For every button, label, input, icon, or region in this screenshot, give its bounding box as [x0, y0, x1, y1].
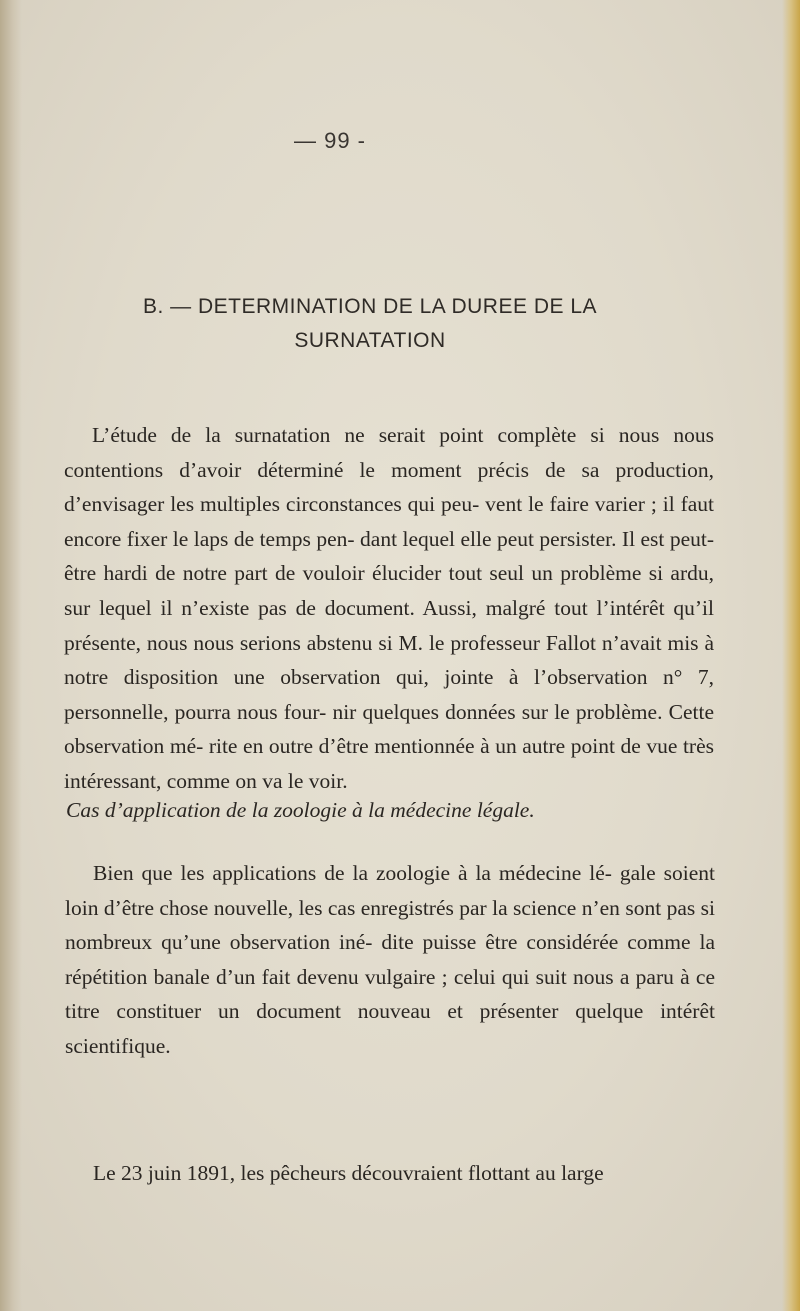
section-title	[100, 290, 640, 358]
page-number: — 99 -	[293, 128, 367, 153]
page-left-edge	[0, 0, 22, 1311]
paragraph-3: Le 23 juin 1891, les pêcheurs découvraient flottant au large	[93, 1161, 604, 1185]
paragraph-1: L’étude de la surnatation ne serait point complète si nous nous contentions d’avoir déterminé le moment précis de sa production, d’envisager les multiples circonstances qui peu- vent le faire varier ; il faut encore fixer le laps de temps pen- dant lequel elle peut persister. Il est peut-être hardi de notre part de vouloir élucider tout seul un problème si ardu, sur lequel il n’existe pas de document. Aussi, malgré tout l’intérêt qu’il présente, nous nous serions abstenu si M. le professeur Fallot n’avait mis à notre disposition une observation qui, jointe à l’observation n° 7, personnelle, pourra nous four- nir quelques données sur le problème. Cette observation mé- rite en outre d’être mentionnée à un autre point de vue très intéressant, comme on va le voir.	[64, 423, 714, 793]
paragraph-2: Bien que les applications de la zoologie à la médecine lé- gale soient loin d’être chose nouvelle, les cas enregistrés par la science n’en sont pas si nombreux qu’une observation iné- dite puisse être considérée comme la répétition banale d’un fait devenu vulgaire ; celui qui suit nous a paru à ce titre constituer un document nouveau et présenter quelque intérêt scientifique.	[65, 861, 715, 1058]
section-title-line-2: SURNATATION	[294, 329, 446, 352]
page-right-edge	[782, 0, 800, 1311]
subheading: Cas d’application de la zoologie à la médecine légale.	[66, 798, 535, 822]
section-title-line-1: B. — DETERMINATION DE LA DUREE DE LA	[142, 295, 598, 318]
